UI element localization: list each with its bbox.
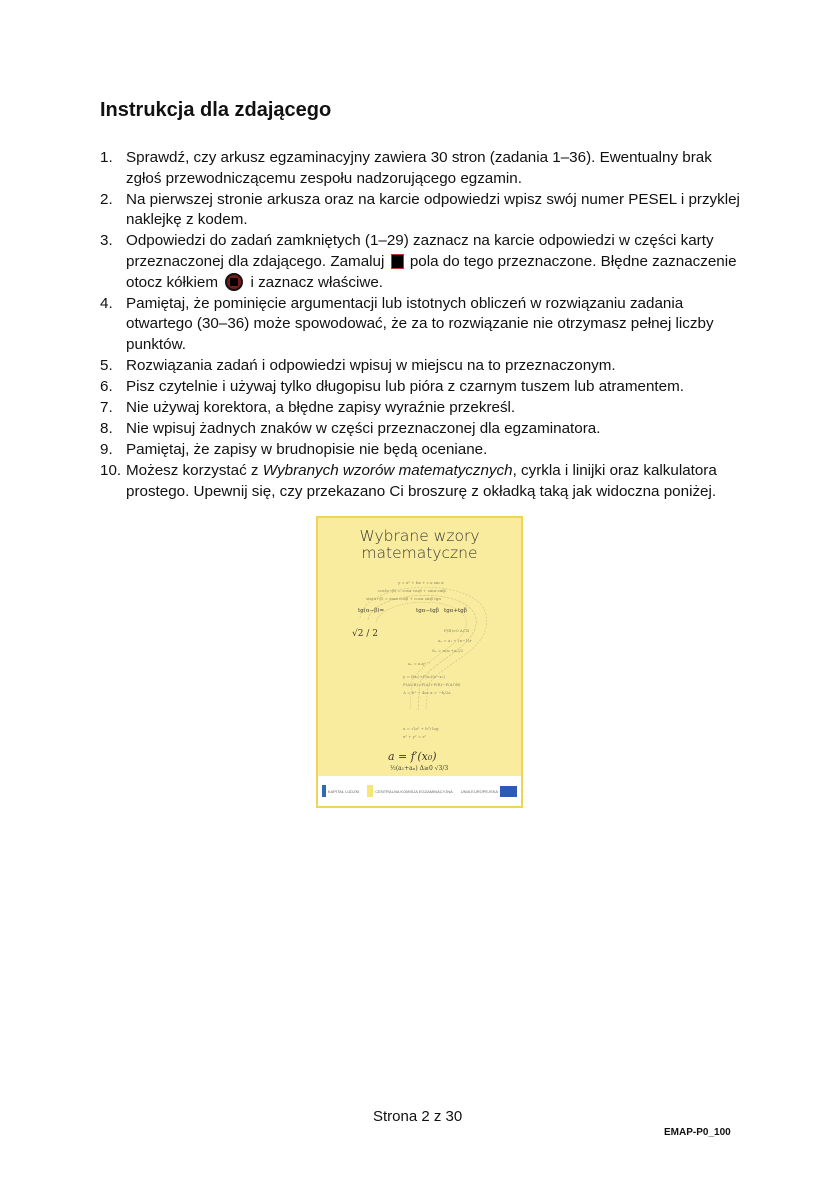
svg-text:½(a₁+aₙ) Δ≥0 √3/3: ½(a₁+aₙ) Δ≥0 √3/3 <box>390 765 449 772</box>
item-text: pola do tego przeznaczone. Błędne zaznaczenie otocz kółkiem <box>126 252 737 291</box>
cover-title-line1: Wybrane wzory <box>359 527 480 545</box>
circled-mark-icon <box>225 273 243 291</box>
instruction-item <box>100 461 740 502</box>
cke-logo: CENTRALNA KOMISJA EGZAMINACYJNA <box>367 785 453 797</box>
svg-text:aₙ = a₁qⁿ⁻¹: aₙ = a₁qⁿ⁻¹ <box>408 661 431 666</box>
item-number: 5. <box>100 356 113 374</box>
instruction-item <box>100 356 740 377</box>
instruction-item <box>100 190 740 231</box>
item-text: Nie wpisuj żadnych znaków w części przeznaczonej dla egzaminatora. <box>126 420 601 438</box>
question-mark-formula-art-icon <box>348 570 498 775</box>
instruction-item <box>100 231 740 293</box>
item-text: Odpowiedzi do zadań zamkniętych (1–29) zaznacz na karcie odpowiedzi w części karty przeznaczonej dla zdającego. Zamaluj <box>126 232 714 270</box>
svg-text:tgα−tgβ: tgα−tgβ <box>416 608 439 614</box>
svg-text:P(A∪B)=P(A)+P(B)−P(A∩B): P(A∪B)=P(A)+P(B)−P(A∩B) <box>403 682 461 687</box>
page-title: Instrukcja dla zdającego <box>100 99 332 121</box>
svg-text:y = x² + bx + c a·sin α: y = x² + bx + c a·sin α <box>398 580 444 585</box>
item-text: Na pierwszej stronie arkusza oraz na karcie odpowiedzi wpisz swój numer PESEL i przyklej naklejkę z kodem. <box>126 190 740 229</box>
cover-logo-bar <box>318 776 521 806</box>
instructions-list <box>100 148 740 503</box>
item-number: 6. <box>100 378 113 396</box>
item-text: i zaznacz właściwe. <box>250 273 383 291</box>
item-text: Sprawdź, czy arkusz egzaminacyjny zawiera 30 stron (zadania 1–36). Ewentualny brak zgłoś przewodniczącemu zespołu nadzorującego egzamin. <box>126 149 712 187</box>
item-text: Pamiętaj, że zapisy w brudnopisie nie będą oceniane. <box>126 441 488 459</box>
item-number: 10. <box>100 462 122 480</box>
instruction-item <box>100 294 740 356</box>
eu-flag-icon <box>500 786 517 797</box>
svg-text:aₙ = a₁ + (n−1)r: aₙ = a₁ + (n−1)r <box>438 638 472 643</box>
instruction-item <box>100 398 740 419</box>
item-text: Pamiętaj, że pominięcie argumentacji lub istotnych obliczeń w rozwiązaniu zadania otwartego (30–36) może spowodować, że za to rozwiązanie nie otrzymasz pełnej liczby punktów. <box>126 294 714 353</box>
svg-text:a = f′(x₀): a = f′(x₀) <box>388 750 437 763</box>
item-text: Możesz korzystać z <box>126 462 259 480</box>
svg-text:√2 / 2: √2 / 2 <box>352 629 378 639</box>
svg-text:Sₙ = n(a₁+aₙ)/2: Sₙ = n(a₁+aₙ)/2 <box>432 648 464 653</box>
instruction-item <box>100 148 740 189</box>
instruction-item <box>100 440 740 461</box>
kapital-ludzki-logo: KAPITAŁ LUDZKI <box>322 785 360 797</box>
svg-text:P(B)>0 A⊂B: P(B)>0 A⊂B <box>444 628 470 633</box>
item-number: 8. <box>100 420 113 438</box>
svg-text:tg(α−β)=: tg(α−β)= <box>358 608 385 614</box>
item-number: 1. <box>100 149 113 166</box>
item-number: 9. <box>100 441 113 459</box>
item-text: , cyrkla i linijki oraz kalkulatora prostego. Upewnij się, czy przekazano Ci broszurę z okładką taką jak widoczna poniżej. <box>126 462 717 500</box>
item-text: Nie używaj korektora, a błędne zapisy wyraźnie przekreśl. <box>126 399 516 417</box>
item-number: 2. <box>100 190 113 208</box>
svg-text:y = f(x₀)+f′(x₀)(x−x₀): y = f(x₀)+f′(x₀)(x−x₀) <box>403 674 445 679</box>
svg-text:Δ = b² − 4ac x = −b/2a: Δ = b² − 4ac x = −b/2a <box>403 690 451 695</box>
item-number: 7. <box>100 399 113 417</box>
item-text: Rozwiązania zadań i odpowiedzi wpisuj w miejscu na to przeznaczonym. <box>126 356 616 374</box>
item-number: 3. <box>100 232 113 250</box>
cover-title-line2: matematyczne <box>361 544 478 562</box>
filled-square-mark-icon <box>391 254 404 269</box>
cover-title <box>318 528 521 562</box>
page-number: Strona 2 z 30 <box>373 1108 463 1125</box>
svg-text:cos(α−β) = cosα·cosβ + sinα·si: cos(α−β) = cosα·cosβ + sinα·sinβ <box>378 588 446 593</box>
eu-flag-logo: UNIA EUROPEJSKA <box>461 786 517 797</box>
item-text: Pisz czytelnie i używaj tylko długopisu lub pióra z czarnym tuszem lub atramentem. <box>126 378 684 396</box>
svg-text:a = √(a² + b²) log: a = √(a² + b²) log <box>403 726 439 731</box>
item-number: 4. <box>100 294 113 312</box>
svg-text:tgα+tgβ: tgα+tgβ <box>444 608 467 614</box>
exam-code: EMAP-P0_100 <box>664 1127 731 1138</box>
svg-text:x² + y² = r²: x² + y² = r² <box>403 734 427 739</box>
svg-text:sin(α+β) = sinα cosβ + cosα si: sin(α+β) = sinα cosβ + cosα sinβ tgα <box>366 596 442 601</box>
booklet-title-italic: Wybranych wzorów matematycznych <box>262 462 513 480</box>
formula-booklet-cover-image <box>316 516 523 808</box>
instruction-item <box>100 419 740 440</box>
instruction-item <box>100 377 740 398</box>
